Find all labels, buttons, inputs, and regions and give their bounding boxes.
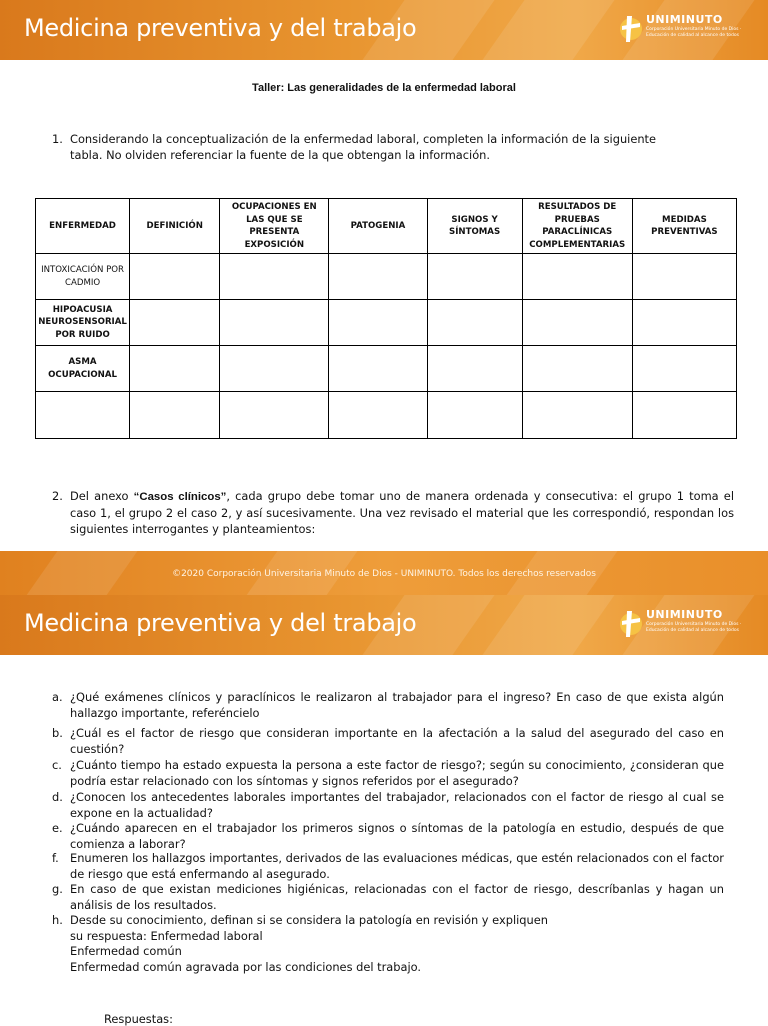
- uniminuto-logo: [618, 10, 748, 50]
- question-text: [70, 913, 724, 975]
- question-h-line: Enfermedad común: [70, 944, 182, 958]
- table-cell: [329, 392, 427, 439]
- logo-mark-icon: [618, 12, 644, 46]
- table-cell: [130, 300, 220, 346]
- table-cell: [632, 392, 736, 439]
- table-cell: [329, 300, 427, 346]
- table-cell: [36, 392, 130, 439]
- item-1-text: Considerando la conceptualización de la enfermedad laboral, completen la información de la siguiente tabla. No olviden referenciar la fuente de la que obtengan la información.: [70, 132, 657, 162]
- question-letter: c.: [52, 758, 62, 772]
- question-letter: d.: [52, 790, 63, 804]
- table-cell: [427, 300, 522, 346]
- question-text: ¿Qué exámenes clínicos y paraclínicos le realizaron al trabajador para el ingreso? En caso de que exista algún hallazgo importante, referéncielo: [70, 690, 724, 720]
- item-1-number: 1.: [52, 132, 63, 146]
- table-cell: [522, 300, 632, 346]
- table-cell: [522, 254, 632, 300]
- answers-label: Respuestas:: [104, 1012, 173, 1026]
- logo-subtitle: Corporación Universitaria Minuto de Dios · Educación de calidad al alcance de todos: [646, 27, 742, 38]
- table-cell: [427, 392, 522, 439]
- logo-name: UNIMINUTO: [646, 608, 723, 621]
- copyright-text: ©2020 Corporación Universitaria Minuto de Dios - UNIMINUTO. Todos los derechos reservados: [172, 569, 596, 579]
- table-cell: [329, 346, 427, 392]
- question-letter: a.: [52, 690, 63, 704]
- table-header-cell: RESULTADOS DE PRUEBAS PARACLÍNICAS COMPLEMENTARIAS: [522, 199, 632, 254]
- logo-name: UNIMINUTO: [646, 13, 723, 26]
- document-title: Taller: Las generalidades de la enfermedad laboral: [252, 82, 516, 94]
- table-header-cell: ENFERMEDAD: [36, 199, 130, 254]
- course-title: Medicina preventiva y del trabajo: [24, 14, 417, 42]
- table-cell: [522, 392, 632, 439]
- table-cell: [130, 392, 220, 439]
- table-header-cell: SIGNOS Y SÍNTOMAS: [427, 199, 522, 254]
- table-cell: INTOXICACIÓN POR CADMIO: [36, 254, 130, 300]
- question-text: ¿Cuándo aparecen en el trabajador los primeros signos o síntomas de la patología en estudio, después de que comienza a laborar?: [70, 821, 724, 851]
- question-letter: h.: [52, 913, 63, 927]
- item-2-bold: “Casos clínicos”: [133, 491, 227, 503]
- table-cell: ASMA OCUPACIONAL: [36, 346, 130, 392]
- item-2-text: [70, 488, 734, 537]
- table-cell: [220, 254, 329, 300]
- item-2-number: 2.: [52, 489, 63, 503]
- table-header-cell: DEFINICIÓN: [130, 199, 220, 254]
- footer-band: [0, 551, 768, 595]
- table-header-cell: PATOGENIA: [329, 199, 427, 254]
- logo-mark-icon: [618, 607, 644, 641]
- table-row: [36, 300, 737, 346]
- question-letter: f.: [52, 851, 59, 865]
- disease-table: [35, 198, 737, 439]
- table-cell: [632, 346, 736, 392]
- question-text: ¿Cuál es el factor de riesgo que consideran importante en la afectación a la salud del asegurado del caso en cuestión?: [70, 726, 724, 756]
- table-cell: HIPOACUSIA NEUROSENSORIAL POR RUIDO: [36, 300, 130, 346]
- question-h-line: su respuesta: Enfermedad laboral: [70, 928, 263, 943]
- table-cell: [220, 300, 329, 346]
- table-header-cell: OCUPACIONES EN LAS QUE SE PRESENTA EXPOSICIÓN: [220, 199, 329, 254]
- table-row: [36, 254, 737, 300]
- question-text: En caso de que existan mediciones higiénicas, relacionadas con el factor de riesgo, descríbanlas y hagan un análisis de los resultados.: [70, 882, 724, 912]
- header-banner: [0, 0, 768, 60]
- item-2-prefix: Del anexo: [70, 489, 134, 503]
- table-cell: [522, 346, 632, 392]
- question-letter: b.: [52, 726, 63, 740]
- item-2-body: , cada grupo debe tomar uno de manera ordenada y consecutiva: el grupo 1 toma el caso 1, el grupo 2 el caso 2, y así sucesivamente. Una vez revisado el material que les correspondió, respondan los siguientes interrogantes y planteamientos:: [70, 489, 734, 536]
- header-banner-page-2: [0, 595, 768, 655]
- table-cell: [329, 254, 427, 300]
- course-title-page-2: Medicina preventiva y del trabajo: [24, 609, 417, 637]
- table-cell: [130, 254, 220, 300]
- table-cell: [427, 254, 522, 300]
- table-cell: [220, 346, 329, 392]
- question-letter: e.: [52, 821, 63, 835]
- question-text: ¿Cuánto tiempo ha estado expuesta la persona a este factor de riesgo?; según su conocimiento, ¿consideran que podría estar relacionado con los síntomas y signos referidos por el asegurado?: [70, 758, 724, 788]
- question-text: Enumeren los hallazgos importantes, derivados de las evaluaciones médicas, que estén relacionados con el factor de riesgo que está enfermando al asegurado.: [70, 851, 724, 881]
- question-h-intro: Desde su conocimiento, definan si se considera la patología en revisión y expliquen: [70, 913, 548, 927]
- question-text: ¿Conocen los antecedentes laborales importantes del trabajador, relacionados con el factor de riesgo al cual se expone en la actualidad?: [70, 790, 724, 820]
- table-cell: [130, 346, 220, 392]
- table-cell: [632, 254, 736, 300]
- question-h-line: Enfermedad común agravada por las condiciones del trabajo.: [70, 959, 422, 974]
- table-header-cell: MEDIDAS PREVENTIVAS: [632, 199, 736, 254]
- table-cell: [427, 346, 522, 392]
- table-cell: [220, 392, 329, 439]
- table-row: [36, 346, 737, 392]
- table-cell: [632, 300, 736, 346]
- table-header-row: [36, 199, 737, 254]
- table-row: [36, 392, 737, 439]
- logo-subtitle: Corporación Universitaria Minuto de Dios · Educación de calidad al alcance de todos: [646, 622, 742, 633]
- question-letter: g.: [52, 882, 63, 896]
- uniminuto-logo-page-2: [618, 605, 748, 645]
